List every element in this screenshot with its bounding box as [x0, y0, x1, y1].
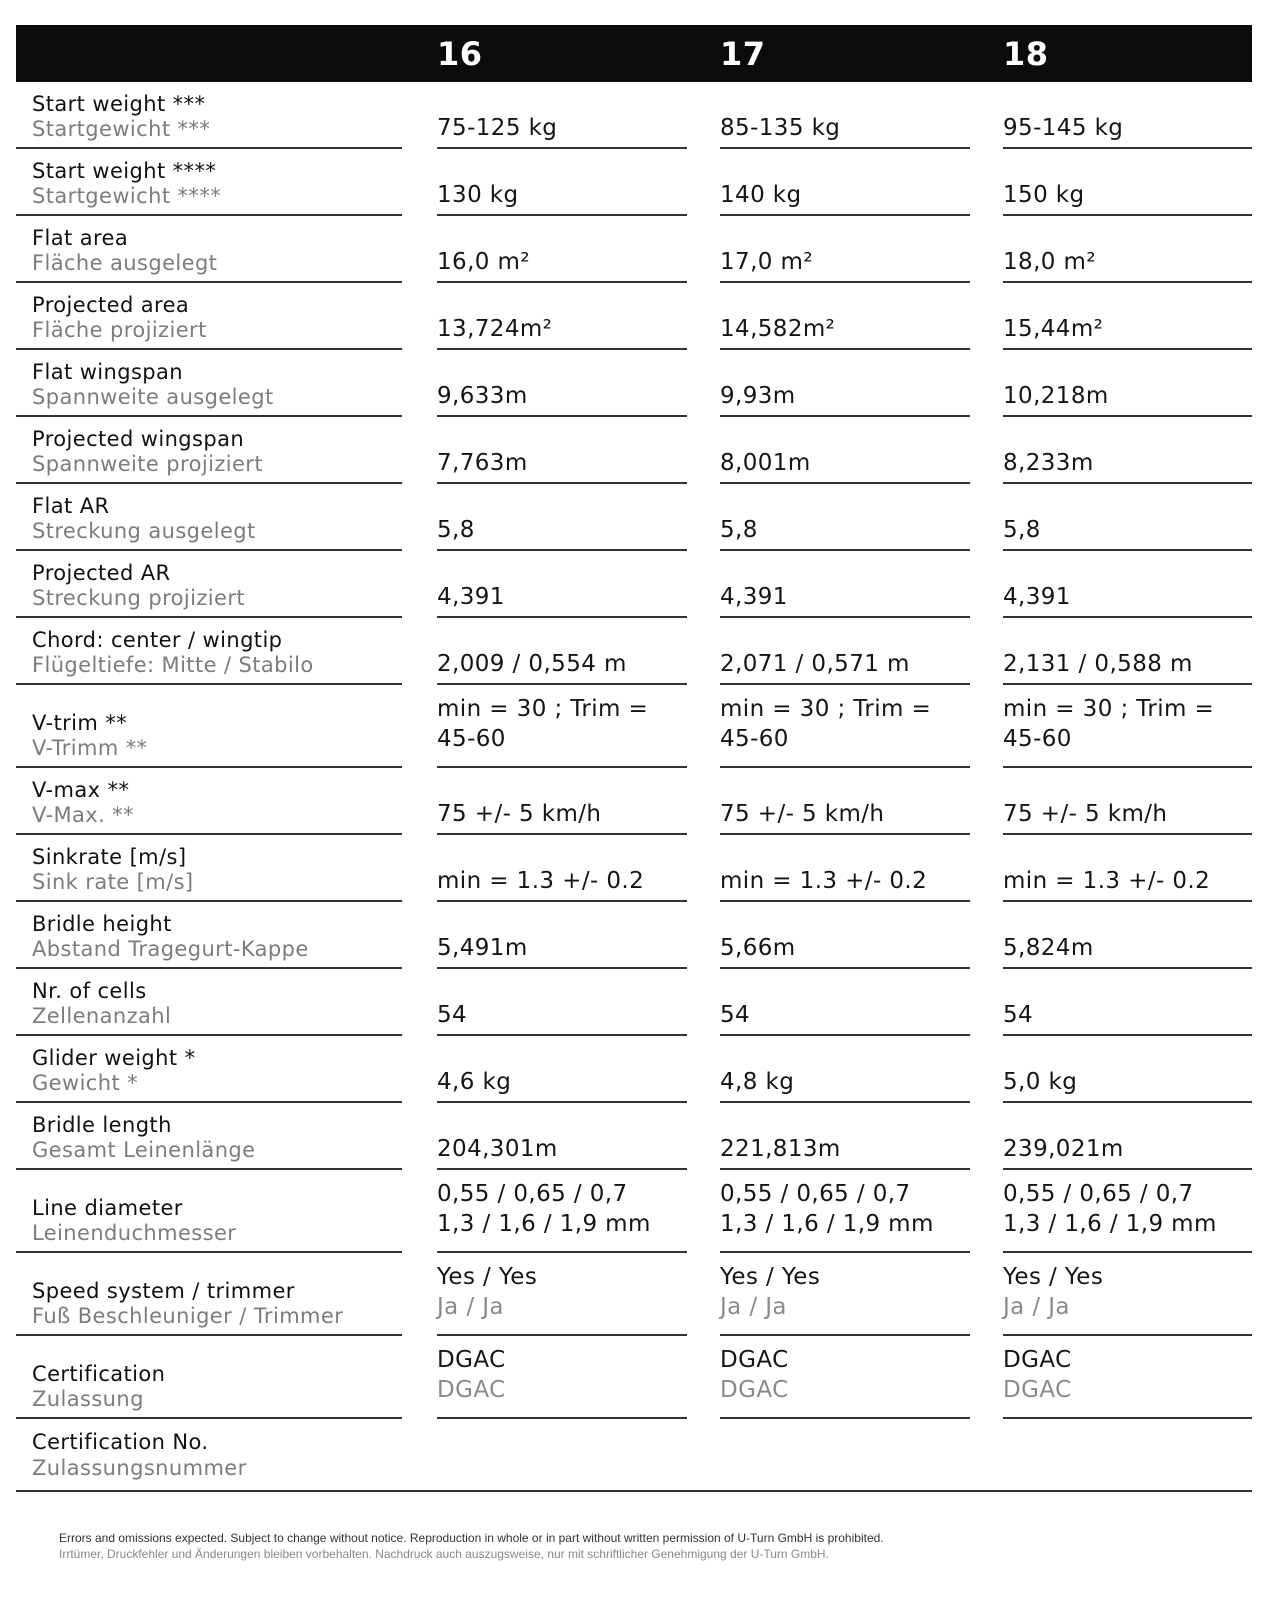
row-label-cell — [16, 1170, 402, 1253]
value-text: min = 30 ; Trim = — [437, 696, 649, 722]
row-label-cell — [16, 350, 402, 417]
value-cell-size-16 — [437, 1036, 687, 1103]
value-text-line2: 45-60 — [720, 726, 789, 752]
value-cell-size-17 — [720, 350, 970, 417]
value-cell-size-16 — [437, 417, 687, 484]
value-cell-size-17 — [720, 417, 970, 484]
value-cell-size-16 — [437, 618, 687, 685]
value-text: 9,93m — [720, 383, 796, 409]
value-cell-size-18 — [1003, 1170, 1252, 1253]
row-label-en: Line diameter — [32, 1196, 183, 1220]
table-body — [16, 82, 1252, 1492]
value-cell-size-18 — [1003, 350, 1252, 417]
row-label-cell — [16, 969, 402, 1036]
row-label-en: V-max ** — [32, 778, 130, 802]
row-label-de: Zulassungsnummer — [32, 1456, 247, 1480]
row-label-cell — [16, 283, 402, 350]
table-row — [16, 149, 1252, 216]
value-cell-size-18 — [1003, 1103, 1252, 1170]
value-text: 4,6 kg — [437, 1069, 512, 1095]
value-text: 54 — [437, 1002, 468, 1028]
value-cell-size-17 — [720, 484, 970, 551]
value-cell-size-17 — [720, 82, 970, 149]
value-cell-size-18 — [1003, 283, 1252, 350]
value-cell-size-18 — [1003, 1036, 1252, 1103]
value-text: 204,301m — [437, 1136, 558, 1162]
value-text: 239,021m — [1003, 1136, 1124, 1162]
table-row — [16, 350, 1252, 417]
table-row — [16, 835, 1252, 902]
table-bottom-rule — [16, 1490, 1252, 1492]
value-text: 17,0 m² — [720, 249, 813, 275]
row-label-en: Flat wingspan — [32, 360, 183, 384]
row-label-cell — [16, 551, 402, 618]
value-text: 4,391 — [437, 584, 505, 610]
value-text: 16,0 m² — [437, 249, 530, 275]
row-label-cell — [16, 1103, 402, 1170]
table-row — [16, 82, 1252, 149]
value-text: 10,218m — [1003, 383, 1109, 409]
row-label-cell — [16, 902, 402, 969]
value-text-line2: Ja / Ja — [437, 1294, 504, 1320]
value-cell-size-17 — [720, 835, 970, 902]
value-text: 85-135 kg — [720, 115, 841, 141]
table-row — [16, 1170, 1252, 1253]
value-text: 0,55 / 0,65 / 0,7 — [437, 1181, 628, 1207]
value-text: min = 1.3 +/- 0.2 — [720, 868, 928, 894]
value-cell-size-17 — [720, 1170, 970, 1253]
value-text: 4,391 — [720, 584, 788, 610]
row-label-cell — [16, 484, 402, 551]
value-cell-size-18 — [1003, 484, 1252, 551]
value-cell-size-18 — [1003, 551, 1252, 618]
row-label-en: Chord: center / wingtip — [32, 628, 283, 652]
value-cell-size-17 — [720, 902, 970, 969]
row-label-de: V-Max. ** — [32, 803, 135, 827]
table-row — [16, 969, 1252, 1036]
value-text: 18,0 m² — [1003, 249, 1096, 275]
value-text: 5,8 — [720, 517, 758, 543]
row-label-en: Start weight *** — [32, 92, 206, 116]
size-header-18: 18 — [1003, 35, 1049, 73]
value-cell-size-16 — [437, 216, 687, 283]
row-label-cell — [16, 1036, 402, 1103]
value-text: min = 1.3 +/- 0.2 — [437, 868, 645, 894]
value-text: 4,8 kg — [720, 1069, 795, 1095]
table-row — [16, 768, 1252, 835]
value-text: 13,724m² — [437, 316, 553, 342]
value-text: 95-145 kg — [1003, 115, 1124, 141]
value-text: 54 — [720, 1002, 751, 1028]
row-label-en: V-trim ** — [32, 711, 128, 735]
value-cell-size-17 — [720, 1036, 970, 1103]
value-cell-size-16 — [437, 1336, 687, 1419]
row-label-de: Fläche projiziert — [32, 318, 207, 342]
value-text: DGAC — [1003, 1347, 1072, 1373]
value-text: 7,763m — [437, 450, 528, 476]
spec-table — [16, 25, 1252, 1492]
value-cell-size-16 — [437, 82, 687, 149]
value-text: 0,55 / 0,65 / 0,7 — [720, 1181, 911, 1207]
value-cell-size-16 — [437, 350, 687, 417]
value-text: Yes / Yes — [437, 1264, 538, 1290]
value-cell-size-18 — [1003, 216, 1252, 283]
value-cell-size-16 — [437, 484, 687, 551]
value-text: 15,44m² — [1003, 316, 1104, 342]
row-label-de: Spannweite projiziert — [32, 452, 263, 476]
value-cell-size-17 — [720, 768, 970, 835]
row-label-de: Startgewicht **** — [32, 184, 222, 208]
value-text: 75 +/- 5 km/h — [437, 801, 602, 827]
value-cell-size-18 — [1003, 417, 1252, 484]
value-cell-size-16 — [437, 768, 687, 835]
value-cell-size-16 — [437, 835, 687, 902]
table-row — [16, 417, 1252, 484]
value-text: 5,8 — [437, 517, 475, 543]
value-text-line2: 1,3 / 1,6 / 1,9 mm — [437, 1211, 651, 1237]
row-label-en: Glider weight * — [32, 1046, 196, 1070]
table-row — [16, 1253, 1252, 1336]
row-label-de: Sink rate [m/s] — [32, 870, 194, 894]
value-text: 0,55 / 0,65 / 0,7 — [1003, 1181, 1194, 1207]
value-cell-size-18 — [1003, 1253, 1252, 1336]
value-cell-size-16 — [437, 283, 687, 350]
value-cell-size-17 — [720, 283, 970, 350]
row-label-de: V-Trimm ** — [32, 736, 148, 760]
row-label-en: Sinkrate [m/s] — [32, 845, 187, 869]
value-text-line2: 45-60 — [1003, 726, 1072, 752]
value-text-line2: 1,3 / 1,6 / 1,9 mm — [720, 1211, 934, 1237]
value-text: 8,001m — [720, 450, 811, 476]
size-header-16: 16 — [437, 35, 483, 73]
row-label-cell — [16, 1419, 402, 1492]
value-cell-size-16 — [437, 551, 687, 618]
value-text: 4,391 — [1003, 584, 1071, 610]
value-text: 221,813m — [720, 1136, 841, 1162]
row-label-cell — [16, 768, 402, 835]
value-text: 140 kg — [720, 182, 802, 208]
table-row — [16, 1036, 1252, 1103]
row-label-en: Certification — [32, 1362, 166, 1386]
row-label-de: Zellenanzahl — [32, 1004, 172, 1028]
row-label-cell — [16, 1336, 402, 1419]
disclaimer-de: Irrtümer, Druckfehler und Änderungen bleiben vorbehalten. Nachdruck auch auszugsweise, nur mit schriftlicher Genehmigung der U-Turn GmbH. — [59, 1547, 829, 1561]
value-text: 54 — [1003, 1002, 1034, 1028]
value-text: Yes / Yes — [1003, 1264, 1104, 1290]
disclaimer-en: Errors and omissions expected. Subject to change without notice. Reproduction in whole or in part without written permission of U-Turn GmbH is prohibited. — [59, 1531, 884, 1545]
value-cell-size-17 — [720, 551, 970, 618]
value-text: 5,491m — [437, 935, 528, 961]
row-label-de: Streckung projiziert — [32, 586, 246, 610]
table-row — [16, 1419, 1252, 1492]
row-label-cell — [16, 835, 402, 902]
table-row — [16, 1103, 1252, 1170]
value-text: 5,824m — [1003, 935, 1094, 961]
row-label-en: Bridle height — [32, 912, 172, 936]
row-label-cell — [16, 216, 402, 283]
row-label-de: Flügeltiefe: Mitte / Stabilo — [32, 653, 314, 677]
value-cell-size-17 — [720, 618, 970, 685]
row-label-cell — [16, 82, 402, 149]
row-label-cell — [16, 685, 402, 768]
value-text: 75 +/- 5 km/h — [1003, 801, 1168, 827]
row-label-en: Projected AR — [32, 561, 171, 585]
value-cell-size-18 — [1003, 1336, 1252, 1419]
row-label-de: Fuß Beschleuniger / Trimmer — [32, 1304, 344, 1328]
value-cell-size-18 — [1003, 969, 1252, 1036]
size-header-17: 17 — [720, 35, 766, 73]
value-text-line2: Ja / Ja — [720, 1294, 787, 1320]
value-text-line2: DGAC — [720, 1377, 789, 1403]
row-label-de: Startgewicht *** — [32, 117, 211, 141]
table-header — [16, 25, 1252, 82]
value-cell-size-18 — [1003, 685, 1252, 768]
row-label-en: Start weight **** — [32, 159, 217, 183]
value-cell-size-18 — [1003, 768, 1252, 835]
value-cell-size-18 — [1003, 82, 1252, 149]
row-label-de: Fläche ausgelegt — [32, 251, 218, 275]
table-row — [16, 618, 1252, 685]
value-cell-size-16 — [437, 969, 687, 1036]
row-label-en: Nr. of cells — [32, 979, 147, 1003]
value-cell-size-17 — [720, 216, 970, 283]
value-cell-size-16 — [437, 902, 687, 969]
table-row — [16, 216, 1252, 283]
disclaimer — [59, 1530, 1159, 1562]
row-label-de: Leinenduchmesser — [32, 1221, 237, 1245]
value-cell-size-17 — [720, 149, 970, 216]
value-cell-size-16 — [437, 1170, 687, 1253]
value-cell-size-17 — [720, 1103, 970, 1170]
value-text: 8,233m — [1003, 450, 1094, 476]
row-label-en: Projected wingspan — [32, 427, 245, 451]
table-row — [16, 685, 1252, 768]
value-cell-size-18 — [1003, 149, 1252, 216]
value-text: 2,009 / 0,554 m — [437, 651, 627, 677]
value-cell-size-17 — [720, 685, 970, 768]
row-label-de: Gesamt Leinenlänge — [32, 1138, 256, 1162]
table-row — [16, 283, 1252, 350]
value-text: min = 30 ; Trim = — [1003, 696, 1215, 722]
row-label-de: Streckung ausgelegt — [32, 519, 256, 543]
row-label-en: Speed system / trimmer — [32, 1279, 295, 1303]
row-label-de: Spannweite ausgelegt — [32, 385, 274, 409]
row-label-en: Flat area — [32, 226, 129, 250]
value-text: 2,131 / 0,588 m — [1003, 651, 1193, 677]
row-label-en: Flat AR — [32, 494, 110, 518]
value-cell-size-17 — [720, 1253, 970, 1336]
value-text-line2: Ja / Ja — [1003, 1294, 1070, 1320]
row-label-cell — [16, 1253, 402, 1336]
row-label-en: Projected area — [32, 293, 190, 317]
value-text-line2: DGAC — [1003, 1377, 1072, 1403]
row-label-cell — [16, 149, 402, 216]
value-text-line2: 1,3 / 1,6 / 1,9 mm — [1003, 1211, 1217, 1237]
value-text: 9,633m — [437, 383, 528, 409]
value-text: 2,071 / 0,571 m — [720, 651, 910, 677]
value-text: DGAC — [720, 1347, 789, 1373]
value-text-line2: DGAC — [437, 1377, 506, 1403]
value-text-line2: 45-60 — [437, 726, 506, 752]
value-cell-size-18 — [1003, 835, 1252, 902]
row-label-en: Bridle length — [32, 1113, 172, 1137]
value-cell-size-16 — [437, 685, 687, 768]
value-cell-size-16 — [437, 1253, 687, 1336]
table-row — [16, 902, 1252, 969]
table-row — [16, 551, 1252, 618]
table-row — [16, 1336, 1252, 1419]
value-cell-size-17 — [720, 969, 970, 1036]
value-text: 5,0 kg — [1003, 1069, 1078, 1095]
row-label-de: Abstand Tragegurt-Kappe — [32, 937, 309, 961]
value-text: DGAC — [437, 1347, 506, 1373]
row-label-de: Zulassung — [32, 1387, 144, 1411]
value-text: 5,66m — [720, 935, 796, 961]
value-text: 5,8 — [1003, 517, 1041, 543]
value-text: 130 kg — [437, 182, 519, 208]
row-label-en: Certification No. — [32, 1430, 209, 1454]
table-row — [16, 484, 1252, 551]
row-label-cell — [16, 417, 402, 484]
value-text: 14,582m² — [720, 316, 836, 342]
value-cell-size-16 — [437, 1103, 687, 1170]
value-text: Yes / Yes — [720, 1264, 821, 1290]
value-cell-size-17 — [720, 1336, 970, 1419]
value-cell-size-18 — [1003, 618, 1252, 685]
value-text: min = 30 ; Trim = — [720, 696, 932, 722]
value-cell-size-16 — [437, 149, 687, 216]
value-text: min = 1.3 +/- 0.2 — [1003, 868, 1211, 894]
row-label-cell — [16, 618, 402, 685]
value-text: 75-125 kg — [437, 115, 558, 141]
value-cell-size-18 — [1003, 902, 1252, 969]
row-label-de: Gewicht * — [32, 1071, 139, 1095]
value-text: 75 +/- 5 km/h — [720, 801, 885, 827]
value-text: 150 kg — [1003, 182, 1085, 208]
